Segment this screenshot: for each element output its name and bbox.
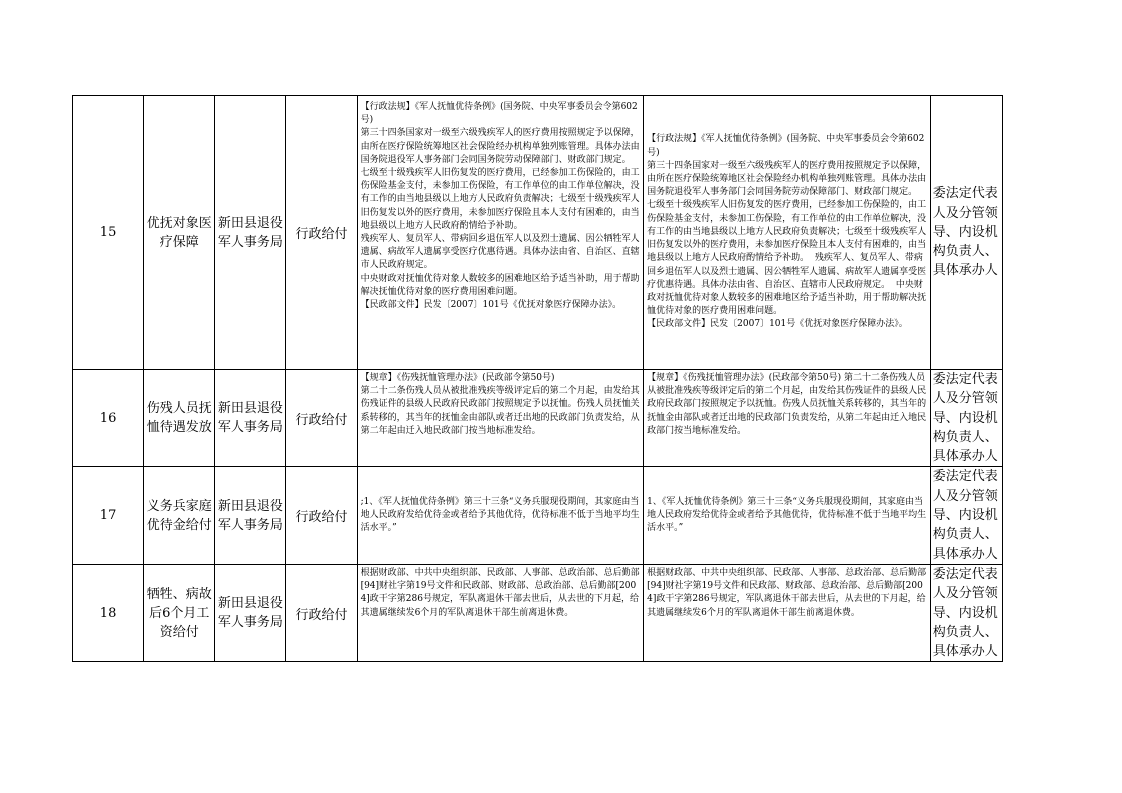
legal-basis-left-text: 【行政法规】《军人抚恤优待条例》(国务院、中央军事委员会令第602号) 第三十四条国家对一级至六级残疾军人的医疗费用按照规定予以保障，由所在医疗保险统筹地区社会保险经办机构单独列账管理。具体办法由国务院退役军人事务部门会同国务院劳动保障部门、财政部门规定。 七级至十级残疾军人旧伤复发的医疗费用，已经参加工伤保险的，由工伤保险基金支付，未参加工伤保险，有工作单位的由工作单位解决，没有工作的由当地县级以上地方人民政府负责解决；七级至十级残疾军人旧伤复发以外的医疗费用，未参加医疗保险且本人支付有困难的，由当地县级以上地方人民政府酌情给予补助。 残疾军人、复员军人、带病回乡退伍军人以及烈士遗属、因公牺牲军人遗属、病故军人遗属享受医疗优惠待遇。具体办法由省、自治区、直辖市人民政府规定。 中央财政对抚恤优待对象人数较多的困难地区给予适当补助，用于帮助解决抚恤优待对象的医疗费用困难问题。 【民政部文件】民发〔2007〕101号《优抚对象医疗保障办法》。 xyxy=(360,102,640,311)
item-name: 伤残人员抚恤待遇发放 xyxy=(144,370,215,467)
department: 新田县退役军人事务局 xyxy=(215,564,286,661)
responsible-party xyxy=(930,370,1002,467)
table-row xyxy=(73,96,1003,370)
row-number: 16 xyxy=(73,370,144,467)
department: 新田县退役军人事务局 xyxy=(215,96,286,370)
item-type: 行政给付 xyxy=(286,370,357,467)
item-type: 行政给付 xyxy=(286,564,357,661)
responsible-party xyxy=(930,467,1002,564)
responsible-party-text: 委法定代表人及分管领导、内设机构负责人、具体承办人 xyxy=(932,566,998,660)
legal-basis-left-text: 根据财政部、中共中央组织部、民政部、人事部、总政治部、总后勤部[94]财社字第19号文件和民政部、财政部、总政治部、总后勤部[2004]政干字第286号规定，军队离退休干部去世后，从去世的下月起，给其遗属继续发6个月的军队离退休干部生前离退休费。 xyxy=(360,567,640,618)
item-name: 牺牲、病故后6个月工资给付 xyxy=(144,564,215,661)
responsible-party xyxy=(930,96,1002,370)
item-type: 行政给付 xyxy=(286,96,357,370)
legal-basis-right-text: 根据财政部、中共中央组织部、民政部、人事部、总政治部、总后勤部[94]财社字第19号文件和民政部、财政部、总政治部、总后勤部[2004]政干字第286号规定，军队离退休干部去世后，从去世的下月起，给其遗属继续发6个月的军队离退休干部生前离退休费。 xyxy=(647,567,927,618)
legal-basis-left-text: ;1、《军人抚恤优待条例》第三十三条“义务兵服现役期间，其家庭由当地人民政府发给优待金或者给予其他优待，优待标准不低于当地平均生活水平。” xyxy=(360,496,640,534)
legal-basis-right xyxy=(644,564,931,661)
responsible-party-text: 委法定代表人及分管领导、内设机构负责人、具体承办人 xyxy=(932,469,998,562)
row-number: 18 xyxy=(73,564,144,661)
item-type: 行政给付 xyxy=(286,467,357,564)
legal-basis-left xyxy=(357,96,644,370)
legal-basis-right-text: 1、《军人抚恤优待条例》第三十三条“义务兵服现役期间，其家庭由当地人民政府发给优待金或者给予其他优待，优待标准不低于当地平均生活水平。” xyxy=(647,496,927,534)
legal-basis-right xyxy=(644,96,931,370)
row-number: 17 xyxy=(73,467,144,564)
item-name: 优抚对象医疗保障 xyxy=(144,96,215,370)
row-number: 15 xyxy=(73,96,144,370)
department: 新田县退役军人事务局 xyxy=(215,467,286,564)
item-name: 义务兵家庭优待金给付 xyxy=(144,467,215,564)
table-row xyxy=(73,467,1003,564)
legal-basis-right xyxy=(644,467,931,564)
document-table xyxy=(72,95,1003,662)
responsible-party-text: 委法定代表人及分管领导、内设机构负责人、具体承办人 xyxy=(932,372,998,465)
responsible-party xyxy=(930,564,1002,661)
legal-basis-left-text: 【规章】《伤残抚恤管理办法》(民政部令第50号) 第二十二条伤残人员从被批准残疾等级评定后的第二个月起，由发给其伤残证件的县级人民政府民政部门按照规定予以抚恤。伤残人员抚恤关系转移的，其当年的抚恤金由部队或者迁出地的民政部门负责发给，从第二年起由迁入地民政部门按当地标准发给。 xyxy=(360,373,640,436)
responsible-party-text: 委法定代表人及分管领导、内设机构负责人、具体承办人 xyxy=(932,186,998,279)
legal-basis-right xyxy=(644,370,931,467)
legal-basis-left xyxy=(357,467,644,564)
legal-basis-right-text: 【行政法规】《军人抚恤优待条例》(国务院、中央军事委员会令第602号) 第三十四条国家对一级至六级残疾军人的医疗费用按照规定予以保障，由所在医疗保险统筹地区社会保险经办机构单独列账管理。具体办法由国务院退役军人事务部门会同国务院劳动保障部门、财政部门规定。 七级至十级残疾军人旧伤复发的医疗费用，已经参加工伤保险的，由工伤保险基金支付，未参加工伤保险，有工作单位的由工作单位解决，没有工作的由当地县级以上地方人民政府负责解决；七级至十级残疾军人旧伤复发以外的医疗费用，未参加医疗保险且本人支付有困难的，由当地县级以上地方人民政府酌情给予补助。 残疾军人、复员军人、带病回乡退伍军人以及烈士遗属、因公牺牲军人遗属、病故军人遗属享受医疗优惠待遇。具体办法由省、自治区、直辖市人民政府规定。 中央财政对抚恤优待对象人数较多的困难地区给予适当补助，用于帮助解决抚恤优待对象的医疗费用困难问题。 【民政部文件】民发〔2007〕101号《优抚对象医疗保障办法》。 xyxy=(647,134,927,330)
legal-basis-left xyxy=(357,564,644,661)
table-row xyxy=(73,370,1003,467)
table-row xyxy=(73,564,1003,661)
legal-basis-left xyxy=(357,370,644,467)
department: 新田县退役军人事务局 xyxy=(215,370,286,467)
legal-basis-right-text: 【规章】《伤残抚恤管理办法》(民政部令第50号) 第二十二条伤残人员从被批准残疾等级评定后的第二个月起，由发给其伤残证件的县级人民政府民政部门按照规定予以抚恤。伤残人员抚恤关系转移的，其当年的抚恤金由部队或者迁出地的民政部门负责发给，从第二年起由迁入地民政部门按当地标准发给。 xyxy=(647,373,927,436)
